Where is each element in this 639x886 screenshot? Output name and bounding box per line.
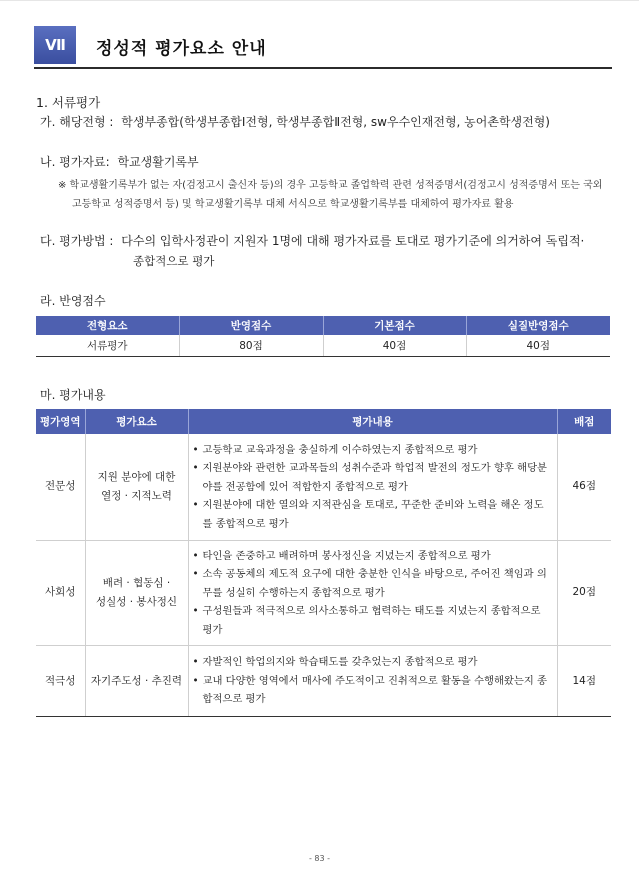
item-ra-label: 라. 반영점수 xyxy=(40,294,106,308)
row-area: 적극성 xyxy=(36,646,85,717)
page-top-border xyxy=(0,0,639,1)
row-items xyxy=(188,540,557,646)
content-th-element: 평가요소 xyxy=(85,409,188,434)
score-cell-actual: 40점 xyxy=(466,335,610,357)
list-item: • 지원분야와 관련한 교과목들의 성취수준과 학업적 발전의 정도가 향후 해당분야를 전공함에 있어 적합한지 종합적으로 평가 xyxy=(193,459,551,496)
row-items xyxy=(188,434,557,540)
score-th-reflect: 반영점수 xyxy=(179,316,323,335)
item-ma-label: 마. 평가내용 xyxy=(40,388,106,402)
score-th-base: 기본점수 xyxy=(323,316,466,335)
row-elements xyxy=(85,646,188,717)
content-table-header xyxy=(36,409,611,434)
content-table xyxy=(36,409,611,717)
list-item: • 소속 공동체의 제도적 요구에 대한 충분한 인식을 바탕으로, 주어진 책임과 의무를 성실히 수행하는지 종합적으로 평가 xyxy=(193,565,551,602)
page-number: - 83 - xyxy=(308,854,331,863)
chapter-header xyxy=(34,22,610,66)
item-na-note-line2: 고등학교 성적증명서 등) 및 학교생활기록부 대체 서식으로 학교생활기록부를 대체하여 평가자료 활용 xyxy=(72,199,514,210)
content-th-score: 배점 xyxy=(557,409,611,434)
item-na-note-line1: ※ 학교생활기록부가 없는 자(검정고시 출신자 등)의 경우 고등학교 졸업학력 관련 성적증명서(검정고시 성적증명서 또는 국외 xyxy=(58,180,603,191)
table-row xyxy=(36,646,611,717)
table-row xyxy=(36,335,610,357)
section-title: 1. 서류평가 xyxy=(36,95,101,110)
header-divider xyxy=(34,67,612,69)
page-title: 정성적 평가요소 안내 xyxy=(96,39,267,59)
row-items xyxy=(188,646,557,717)
list-item: • 지원분야에 대한 열의와 지적관심을 토대로, 꾸준한 준비와 노력을 해온 정도를 종합적으로 평가 xyxy=(193,496,551,533)
list-item: • 교내 다양한 영역에서 매사에 주도적이고 진취적으로 활동을 수행해왔는지 종합적으로 평가 xyxy=(193,672,551,709)
row-elements xyxy=(85,434,188,540)
row-elements-line1: 자기주도성 · 추진력 xyxy=(90,674,183,687)
row-area: 사회성 xyxy=(36,540,85,646)
item-ga-label: 가. 해당전형 : xyxy=(40,115,114,129)
content-th-area: 평가영역 xyxy=(36,409,85,434)
item-na-value: 학교생활기록부 xyxy=(117,155,199,169)
table-row xyxy=(36,540,611,646)
score-cell-element: 서류평가 xyxy=(36,335,179,357)
row-area: 전문성 xyxy=(36,434,85,540)
list-item: • 고등학교 교육과정을 충실하게 이수하였는지 종합적으로 평가 xyxy=(193,441,551,460)
score-cell-reflect: 80점 xyxy=(179,335,323,357)
list-item: • 구성원들과 적극적으로 의사소통하고 협력하는 태도를 지녔는지 종합적으로 평가 xyxy=(193,602,551,639)
row-elements-line2: 성실성 · 봉사정신 xyxy=(95,595,177,608)
row-score: 14점 xyxy=(557,646,611,717)
item-ga-value: 학생부종합(학생부종합Ⅰ전형, 학생부종합Ⅱ전형, sw우수인재전형, 농어촌학생전형) xyxy=(121,115,550,129)
score-th-actual: 실질반영점수 xyxy=(466,316,610,335)
item-na-label: 나. 평가자료: xyxy=(40,155,110,169)
row-elements-line1: 배려 · 협동심 · xyxy=(102,576,171,589)
score-th-element: 전형요소 xyxy=(36,316,179,335)
item-na xyxy=(40,153,199,170)
item-ga xyxy=(40,113,550,130)
list-item: • 타인을 존중하고 배려하며 봉사정신을 지녔는지 종합적으로 평가 xyxy=(193,547,551,566)
score-table-header xyxy=(36,316,610,335)
score-table xyxy=(36,316,610,357)
row-elements-line1: 지원 분야에 대한 xyxy=(97,470,176,483)
row-score: 46점 xyxy=(557,434,611,540)
list-item: • 자발적인 학업의지와 학습태도를 갖추었는지 종합적으로 평가 xyxy=(193,653,551,672)
row-score: 20점 xyxy=(557,540,611,646)
item-da-label: 다. 평가방법 : xyxy=(40,234,114,248)
score-cell-base: 40점 xyxy=(323,335,466,357)
item-da-line2: 종합적으로 평가 xyxy=(133,254,215,268)
content-th-content: 평가내용 xyxy=(188,409,557,434)
row-elements xyxy=(85,540,188,646)
table-row xyxy=(36,434,611,540)
item-da xyxy=(40,232,584,249)
row-elements-line2: 열정 · 지적노력 xyxy=(101,489,172,502)
item-da-line1: 다수의 입학사정관이 지원자 1명에 대해 평가자료를 토대로 평가기준에 의거하여 독립적· xyxy=(121,234,585,248)
chapter-number-badge: Ⅶ xyxy=(34,26,76,64)
